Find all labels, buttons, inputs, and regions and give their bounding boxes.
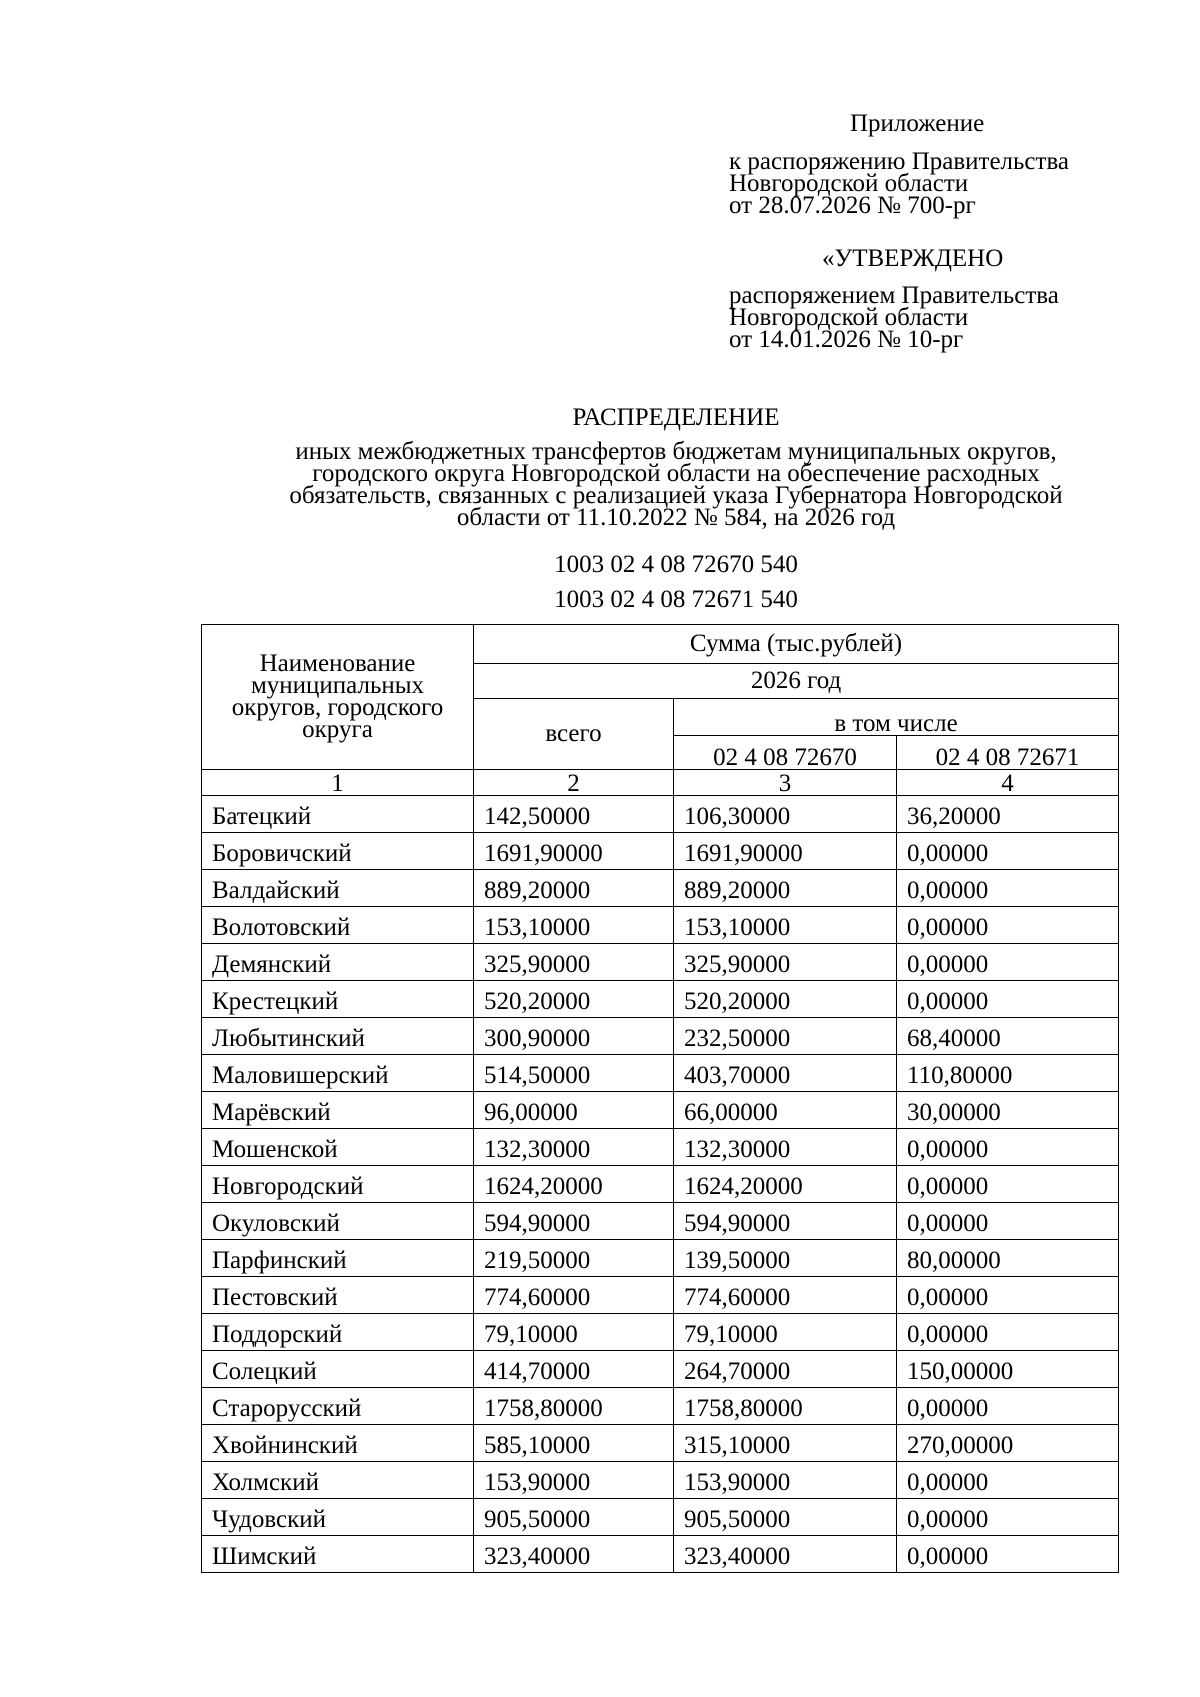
- municipality-name: Солецкий: [202, 1351, 474, 1388]
- amount-code-2: 0,00000: [897, 1166, 1119, 1203]
- header-year: 2026 год: [474, 664, 1119, 699]
- annex-line: к распоряжению Правительства: [729, 148, 1070, 175]
- municipality-name: Демянский: [202, 944, 474, 981]
- municipality-name: Шимский: [202, 1536, 474, 1573]
- amount-total: 153,90000: [474, 1462, 674, 1499]
- amount-total: 520,20000: [474, 981, 674, 1018]
- amount-total: 1758,80000: [474, 1388, 674, 1425]
- approval-line: от 14.01.2026 № 10-рг: [729, 326, 964, 353]
- amount-code-2: 150,00000: [897, 1351, 1119, 1388]
- annex-line: от 28.07.2026 № 700-рг: [729, 192, 976, 219]
- amount-code-1: 132,30000: [674, 1129, 897, 1166]
- approval-details: [729, 282, 1059, 353]
- amount-total: 79,10000: [474, 1314, 674, 1351]
- amount-total: 1624,20000: [474, 1166, 674, 1203]
- amount-code-2: 0,00000: [897, 1462, 1119, 1499]
- amount-code-1: 1624,20000: [674, 1166, 897, 1203]
- column-number: 1: [202, 770, 474, 796]
- amount-code-1: 774,60000: [674, 1277, 897, 1314]
- header-code-2: 02 4 08 72671: [897, 736, 1119, 770]
- amount-total: 300,90000: [474, 1018, 674, 1055]
- amount-code-2: 0,00000: [897, 1536, 1119, 1573]
- amount-total: 514,50000: [474, 1055, 674, 1092]
- annex-title: Приложение: [850, 110, 985, 137]
- approval-line: распоряжением Правительства: [729, 282, 1059, 309]
- table-row: [202, 833, 1119, 870]
- amount-code-1: 79,10000: [674, 1314, 897, 1351]
- municipality-name: Окуловский: [202, 1203, 474, 1240]
- table-row: [202, 1129, 1119, 1166]
- municipality-name: Новгородский: [202, 1166, 474, 1203]
- amount-code-1: 66,00000: [674, 1092, 897, 1129]
- subtitle-line: обязательств, связанных с реализацией указа Губернатора Новгородской: [289, 482, 1063, 509]
- municipality-name: Крестецкий: [202, 981, 474, 1018]
- amount-code-2: 0,00000: [897, 907, 1119, 944]
- amount-code-2: 0,00000: [897, 1203, 1119, 1240]
- table-row: [202, 1203, 1119, 1240]
- header-amount: Сумма (тыс.рублей): [474, 625, 1119, 664]
- municipality-name: Хвойнинский: [202, 1425, 474, 1462]
- header-row: [202, 625, 1119, 664]
- table-row: [202, 1166, 1119, 1203]
- amount-code-2: 0,00000: [897, 1314, 1119, 1351]
- document-subtitle: [76, 438, 1200, 531]
- amount-code-1: 315,10000: [674, 1425, 897, 1462]
- table-row: [202, 944, 1119, 981]
- amount-code-2: 0,00000: [897, 1129, 1119, 1166]
- amount-total: 142,50000: [474, 796, 674, 833]
- amount-total: 325,90000: [474, 944, 674, 981]
- annex-line: Новгородской области: [729, 170, 969, 197]
- amount-total: 153,10000: [474, 907, 674, 944]
- municipality-name: Валдайский: [202, 870, 474, 907]
- amount-total: 414,70000: [474, 1351, 674, 1388]
- amount-code-1: 232,50000: [674, 1018, 897, 1055]
- column-number: 2: [474, 770, 674, 796]
- amount-code-1: 139,50000: [674, 1240, 897, 1277]
- amount-code-1: 905,50000: [674, 1499, 897, 1536]
- municipality-name: Чудовский: [202, 1499, 474, 1536]
- document-title: РАСПРЕДЕЛЕНИЕ: [572, 404, 780, 431]
- budget-code-2: 1003 02 4 08 72671 540: [554, 586, 798, 613]
- amount-code-2: 68,40000: [897, 1018, 1119, 1055]
- table-row: [202, 870, 1119, 907]
- table-row: [202, 1055, 1119, 1092]
- column-number-row: [202, 770, 1119, 796]
- amount-code-1: 403,70000: [674, 1055, 897, 1092]
- amount-total: 219,50000: [474, 1240, 674, 1277]
- amount-total: 585,10000: [474, 1425, 674, 1462]
- amount-code-2: 36,20000: [897, 796, 1119, 833]
- table-row: [202, 796, 1119, 833]
- amount-code-2: 270,00000: [897, 1425, 1119, 1462]
- municipality-name: Батецкий: [202, 796, 474, 833]
- amount-total: 96,00000: [474, 1092, 674, 1129]
- header-name-column: Наименование муниципальных округов, городского округа: [202, 625, 474, 770]
- amount-code-2: 0,00000: [897, 870, 1119, 907]
- amount-code-2: 0,00000: [897, 1388, 1119, 1425]
- amount-code-1: 1691,90000: [674, 833, 897, 870]
- table-row: [202, 1240, 1119, 1277]
- table-row: [202, 1388, 1119, 1425]
- subtitle-line: иных межбюджетных трансфертов бюджетам муниципальных округов,: [295, 438, 1057, 465]
- amount-total: 132,30000: [474, 1129, 674, 1166]
- amount-code-2: 0,00000: [897, 981, 1119, 1018]
- municipality-name: Поддорский: [202, 1314, 474, 1351]
- amount-total: 323,40000: [474, 1536, 674, 1573]
- amount-total: 889,20000: [474, 870, 674, 907]
- municipality-name: Пестовский: [202, 1277, 474, 1314]
- header-code-1: 02 4 08 72670: [674, 736, 897, 770]
- amount-code-1: 153,10000: [674, 907, 897, 944]
- table-row: [202, 1536, 1119, 1573]
- subtitle-line: области от 11.10.2022 № 584, на 2026 год: [456, 504, 896, 531]
- column-number: 4: [897, 770, 1119, 796]
- municipality-name: Старорусский: [202, 1388, 474, 1425]
- amount-total: 594,90000: [474, 1203, 674, 1240]
- municipality-name: Парфинский: [202, 1240, 474, 1277]
- table-row: [202, 907, 1119, 944]
- table-row: [202, 1425, 1119, 1462]
- amount-code-1: 323,40000: [674, 1536, 897, 1573]
- amount-code-2: 0,00000: [897, 944, 1119, 981]
- header-total: всего: [474, 699, 674, 770]
- amount-code-1: 153,90000: [674, 1462, 897, 1499]
- amount-total: 1691,90000: [474, 833, 674, 870]
- municipality-name: Мошенской: [202, 1129, 474, 1166]
- municipality-name: Волотовский: [202, 907, 474, 944]
- header-including: в том числе: [674, 699, 1119, 736]
- amount-total: 774,60000: [474, 1277, 674, 1314]
- subtitle-line: городского округа Новгородской области на обеспечение расходных: [312, 460, 1040, 487]
- amount-code-2: 0,00000: [897, 1277, 1119, 1314]
- amount-code-1: 264,70000: [674, 1351, 897, 1388]
- municipality-name: Маловишерский: [202, 1055, 474, 1092]
- table-row: [202, 1499, 1119, 1536]
- amount-code-1: 106,30000: [674, 796, 897, 833]
- table-row: [202, 1277, 1119, 1314]
- municipality-name: Холмский: [202, 1462, 474, 1499]
- approval-line: Новгородской области: [729, 304, 969, 331]
- amount-code-1: 325,90000: [674, 944, 897, 981]
- approval-title: «УТВЕРЖДЕНО: [822, 245, 1004, 272]
- distribution-table: [201, 624, 1119, 1573]
- column-number: 3: [674, 770, 897, 796]
- amount-code-2: 80,00000: [897, 1240, 1119, 1277]
- amount-code-1: 1758,80000: [674, 1388, 897, 1425]
- table-row: [202, 1462, 1119, 1499]
- municipality-name: Боровичский: [202, 833, 474, 870]
- amount-total: 905,50000: [474, 1499, 674, 1536]
- amount-code-1: 889,20000: [674, 870, 897, 907]
- table-row: [202, 1092, 1119, 1129]
- amount-code-2: 0,00000: [897, 1499, 1119, 1536]
- amount-code-1: 520,20000: [674, 981, 897, 1018]
- budget-code-1: 1003 02 4 08 72670 540: [554, 551, 798, 578]
- amount-code-2: 30,00000: [897, 1092, 1119, 1129]
- amount-code-2: 110,80000: [897, 1055, 1119, 1092]
- table-row: [202, 1314, 1119, 1351]
- amount-code-2: 0,00000: [897, 833, 1119, 870]
- municipality-name: Марёвский: [202, 1092, 474, 1129]
- table-row: [202, 1018, 1119, 1055]
- table-row: [202, 1351, 1119, 1388]
- table-row: [202, 981, 1119, 1018]
- amount-code-1: 594,90000: [674, 1203, 897, 1240]
- annex-details: [729, 148, 1070, 219]
- municipality-name: Любытинский: [202, 1018, 474, 1055]
